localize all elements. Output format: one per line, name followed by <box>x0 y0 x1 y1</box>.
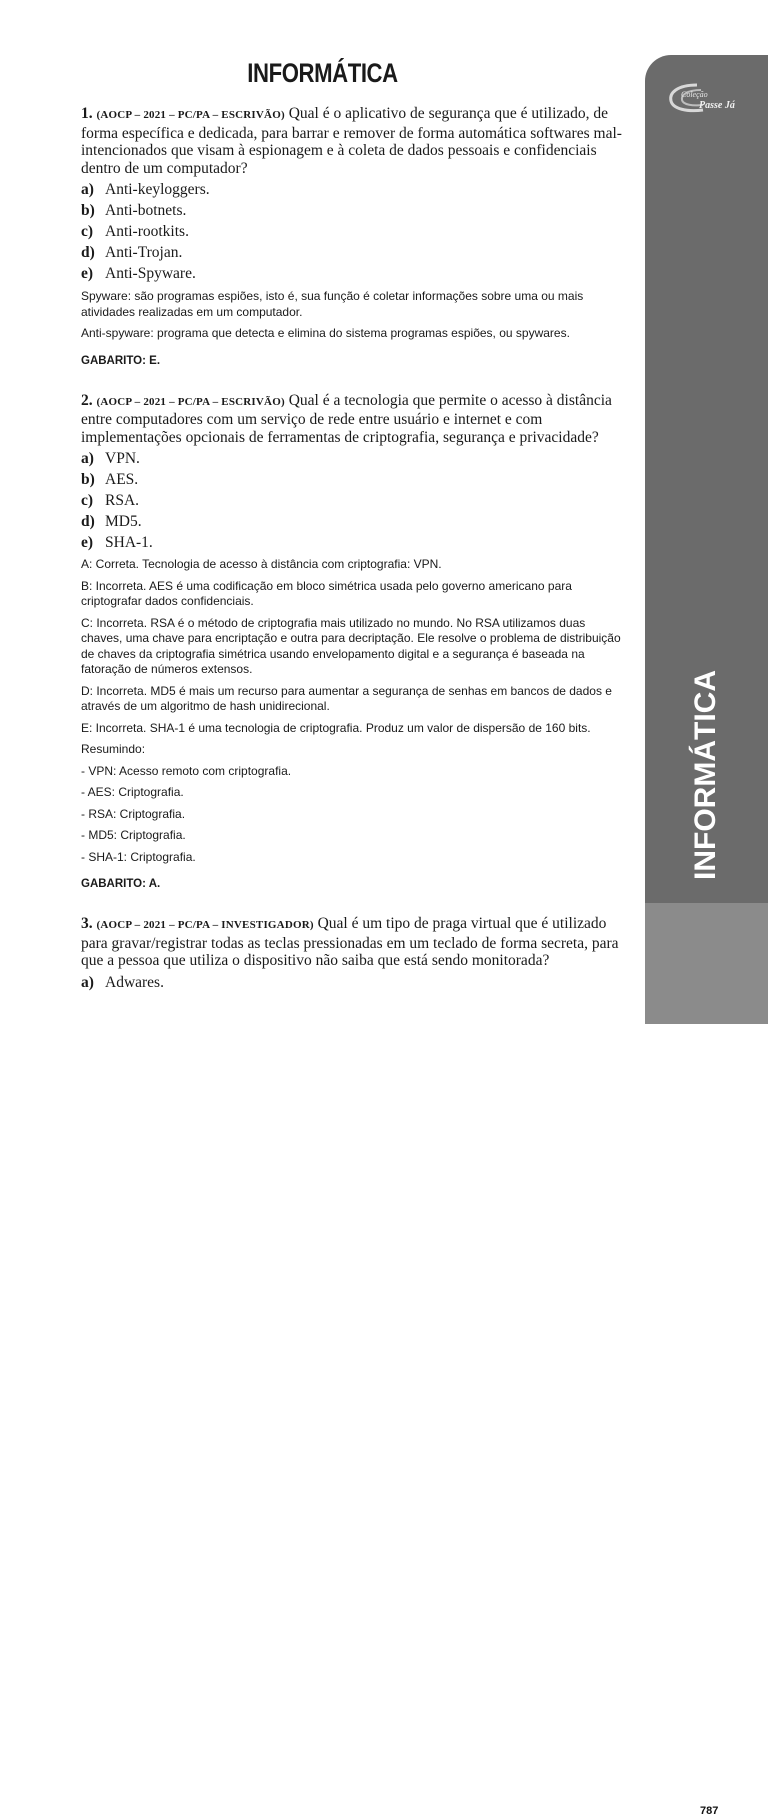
answer-key: GABARITO: A. <box>81 878 161 890</box>
option-letter: c) <box>81 492 94 509</box>
option-letter: e) <box>81 534 94 551</box>
question-list <box>81 105 626 993</box>
svg-text:Passe Já: Passe Já <box>699 100 735 111</box>
summary-item: - MD5: Criptografia. <box>81 828 186 842</box>
answer-key: GABARITO: E. <box>81 354 161 367</box>
option-text: Anti-botnets. <box>105 202 187 219</box>
option-text: SHA-1. <box>105 534 153 551</box>
option-letter: a) <box>81 181 94 198</box>
option-a <box>81 972 626 993</box>
option-b <box>81 469 626 490</box>
question-source: (AOCP – 2021 – PC/PA – ESCRIVÃO) <box>96 109 285 121</box>
question-source: (AOCP – 2021 – PC/PA – INVESTIGADOR) <box>96 919 314 931</box>
summary-item: - SHA-1: Criptografia. <box>81 849 196 864</box>
option-c <box>81 221 626 242</box>
option-letter: a) <box>81 450 94 467</box>
question-number: 3. <box>81 915 93 932</box>
question-statement <box>81 105 626 177</box>
side-tab-footer <box>645 903 768 1817</box>
explanation-paragraph: Anti-spyware: programa que detecta e elimina do sistema programas espiões, ou spywares. <box>81 326 570 340</box>
option-text: Adwares. <box>105 973 164 991</box>
explanation-paragraph: B: Incorreta. AES é uma codificação em bloco simétrica usada pelo governo americano para criptografar dados confidenciais. <box>81 578 572 608</box>
explanation-paragraph: Spyware: são programas espiões, isto é, sua função é coletar informações sobre uma ou mais atividades realizadas em um computador. <box>81 289 584 319</box>
question-2 <box>81 392 626 891</box>
question-source: (AOCP – 2021 – PC/PA – ESCRIVÃO) <box>96 395 285 408</box>
question-statement <box>81 915 626 970</box>
svg-text:Coleção: Coleção <box>681 90 708 99</box>
explanation-paragraph: A: Correta. Tecnologia de acesso à distância com criptografia: VPN. <box>81 557 442 571</box>
option-letter: a) <box>81 973 94 991</box>
option-a <box>81 448 626 469</box>
options-list <box>81 179 626 284</box>
option-d <box>81 511 626 532</box>
option-c <box>81 490 626 511</box>
options-list <box>81 448 626 553</box>
option-a <box>81 179 626 200</box>
explanation-paragraph: D: Incorreta. MD5 é mais um recurso para aumentar a segurança de senhas em bancos de dados e através de um algoritmo de hash unidirecional. <box>81 683 612 713</box>
side-tab <box>645 55 768 1817</box>
question-3 <box>81 915 626 993</box>
question-number: 1. <box>81 105 93 122</box>
side-tab-title: INFORMÁTICA <box>689 670 722 880</box>
summary-item: - VPN: Acesso remoto com criptografia. <box>81 763 292 778</box>
page-title: INFORMÁTICA <box>247 58 398 88</box>
option-letter: b) <box>81 471 95 488</box>
question-text: Qual é a tecnologia que permite o acesso à distância entre computadores com um serviço de rede entre usuário e internet e com implementações opcionais de ferramentas de criptografia, segurança e privacidade? <box>81 391 612 446</box>
explanation-paragraph: C: Incorreta. RSA é o método de criptografia mais utilizado no mundo. No RSA utilizamos duas chaves, uma chave para encriptação e outra para decriptação. Ele resolve o problema de distribuição de chaves da criptografia simétrica usando envelopamento digital e a segurança é baseada na fatoração de números extensos. <box>81 615 621 676</box>
option-letter: b) <box>81 202 95 219</box>
option-e <box>81 532 626 553</box>
summary-title: Resumindo: <box>81 742 146 756</box>
question-statement <box>81 392 626 447</box>
option-b <box>81 200 626 221</box>
question-text: Qual é o aplicativo de segurança que é utilizado, de forma específica e dedicada, para barrar e remover de forma automática softwares mal-intencionados que visam à espionagem e à coleta de dados pessoais e confidenciais dentro de um computador? <box>81 105 622 177</box>
option-text: Anti-Spyware. <box>105 265 196 282</box>
option-text: MD5. <box>105 513 142 530</box>
summary-item: - AES: Criptografia. <box>81 785 184 799</box>
option-text: Anti-keyloggers. <box>105 181 210 198</box>
question-text: Qual é um tipo de praga virtual que é utilizado para gravar/registrar todas as teclas pressionadas em um teclado de forma secreta, para que a pessoa que utiliza o dispositivo não saiba que está sendo monitorada? <box>81 915 619 969</box>
option-letter: c) <box>81 223 94 240</box>
question-1 <box>81 105 626 367</box>
option-text: Anti-Trojan. <box>105 244 183 261</box>
option-letter: e) <box>81 265 94 282</box>
option-e <box>81 263 626 284</box>
option-text: RSA. <box>105 492 140 509</box>
option-text: VPN. <box>105 450 140 467</box>
page-number: 787 <box>700 1805 719 1817</box>
explanation-paragraph: E: Incorreta. SHA-1 é uma tecnologia de criptografia. Produz um valor de dispersão de 160 bits. <box>81 720 591 735</box>
option-text: Anti-rootkits. <box>105 223 189 240</box>
option-letter: d) <box>81 244 95 261</box>
option-text: AES. <box>105 471 139 488</box>
options-list <box>81 972 626 993</box>
question-number: 2. <box>81 391 93 409</box>
option-d <box>81 242 626 263</box>
option-letter: d) <box>81 513 95 530</box>
collection-logo <box>667 81 759 115</box>
summary-item: - RSA: Criptografia. <box>81 806 186 821</box>
